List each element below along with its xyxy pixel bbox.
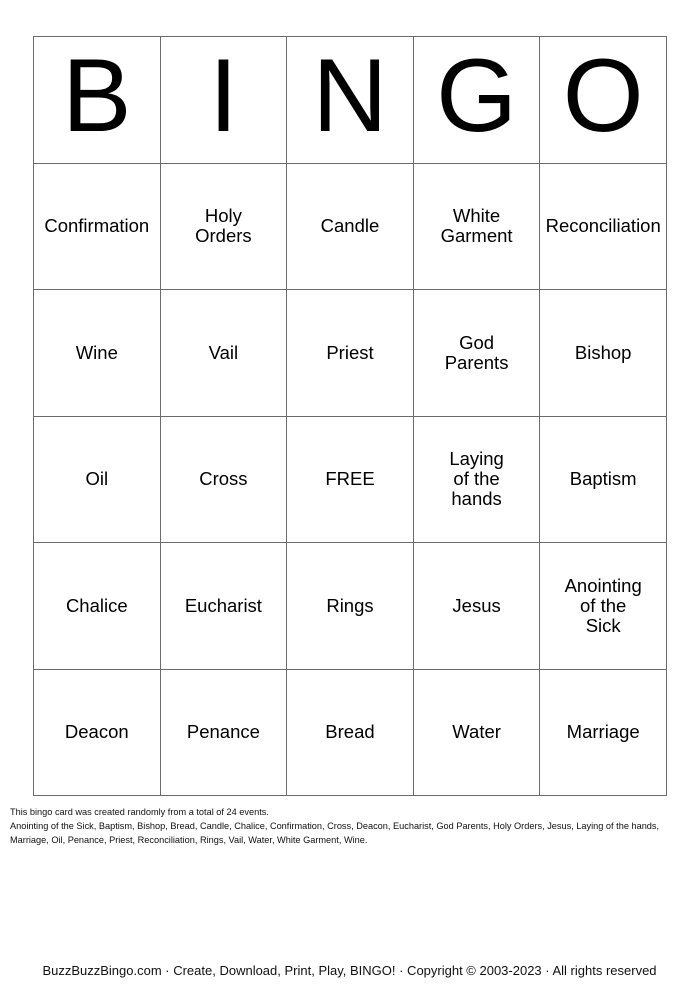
cell-line: Confirmation <box>44 215 150 237</box>
card-row <box>34 543 667 670</box>
cell-line: Cross <box>199 468 248 490</box>
bingo-cell <box>540 543 667 670</box>
bingo-cell <box>160 543 287 670</box>
cell-line: Water <box>452 721 501 743</box>
bingo-card <box>33 36 667 796</box>
card-info <box>10 805 690 847</box>
bingo-cell <box>34 163 161 290</box>
cell-line: Penance <box>186 721 260 743</box>
card-row <box>34 669 667 796</box>
footer-credit: BuzzBuzzBingo.com · Create, Download, Print, Play, BINGO! · Copyright © 2003-2023 · All rights reserved <box>42 963 657 978</box>
header-letter-g: G <box>413 37 540 164</box>
cell-line: hands <box>451 488 502 510</box>
bingo-cell <box>413 543 540 670</box>
cell-line: Vail <box>208 341 239 363</box>
info-summary: This bingo card was created randomly from a total of 24 events. <box>10 807 269 817</box>
cell-line: Holy <box>204 205 242 227</box>
free-space-cell <box>287 416 414 543</box>
cell-line: Chalice <box>65 594 128 616</box>
cell-line: Garment <box>440 225 513 247</box>
cell-line: Reconciliation <box>545 215 661 237</box>
cell-line: Baptism <box>569 468 637 490</box>
cell-line: of the <box>453 468 500 490</box>
bingo-cell <box>287 543 414 670</box>
cell-line: Deacon <box>64 721 129 743</box>
cell-line: Wine <box>75 341 118 363</box>
cell-line: Eucharist <box>184 594 262 616</box>
cell-line: Parents <box>444 351 509 373</box>
cell-line: Bread <box>325 721 375 743</box>
header-row <box>34 37 667 164</box>
cell-line: Marriage <box>566 721 640 743</box>
cell-line: Orders <box>195 225 252 247</box>
bingo-cell <box>413 290 540 417</box>
bingo-cell <box>287 669 414 796</box>
bingo-cell <box>160 416 287 543</box>
info-events-list: Anointing of the Sick, Baptism, Bishop, Bread, Candle, Chalice, Confirmation, Cross, Deacon, Eucharist, God Parents, Holy Orders, Jesus, Laying of the hands, Marriage, Oil, Penance, Priest, Reconciliation, Rings, Vail, Water, White Garment, Wine. <box>10 821 660 845</box>
header-letter-i: I <box>160 37 287 164</box>
header-letter-o: O <box>540 37 667 164</box>
bingo-cell <box>413 163 540 290</box>
bingo-cell <box>160 669 287 796</box>
bingo-cell <box>540 163 667 290</box>
cell-line: Priest <box>326 341 374 363</box>
cell-line: Oil <box>85 468 109 490</box>
cell-line: Rings <box>326 594 374 616</box>
bingo-cell <box>540 416 667 543</box>
bingo-cell <box>413 416 540 543</box>
card-row <box>34 290 667 417</box>
bingo-cell <box>287 163 414 290</box>
cell-line: God <box>459 331 495 353</box>
cell-line: Candle <box>320 215 380 237</box>
cell-line: Anointing <box>564 574 642 596</box>
cell-line: Jesus <box>452 594 501 616</box>
header-letter-b: B <box>34 37 161 164</box>
cell-line: Sick <box>585 614 621 636</box>
header-letter-n: N <box>287 37 414 164</box>
card-row <box>34 163 667 290</box>
card-row <box>34 416 667 543</box>
cell-line: White <box>452 205 501 227</box>
cell-line: Bishop <box>574 341 632 363</box>
bingo-cell <box>160 163 287 290</box>
cell-line: of the <box>580 594 627 616</box>
bingo-cell <box>34 290 161 417</box>
bingo-cell <box>34 416 161 543</box>
cell-line: FREE <box>325 468 375 490</box>
bingo-cell <box>413 669 540 796</box>
cell-line: Laying <box>449 448 504 470</box>
bingo-cell <box>34 543 161 670</box>
bingo-cell <box>160 290 287 417</box>
bingo-cell <box>540 290 667 417</box>
bingo-cell <box>540 669 667 796</box>
bingo-cell <box>34 669 161 796</box>
bingo-cell <box>287 290 414 417</box>
